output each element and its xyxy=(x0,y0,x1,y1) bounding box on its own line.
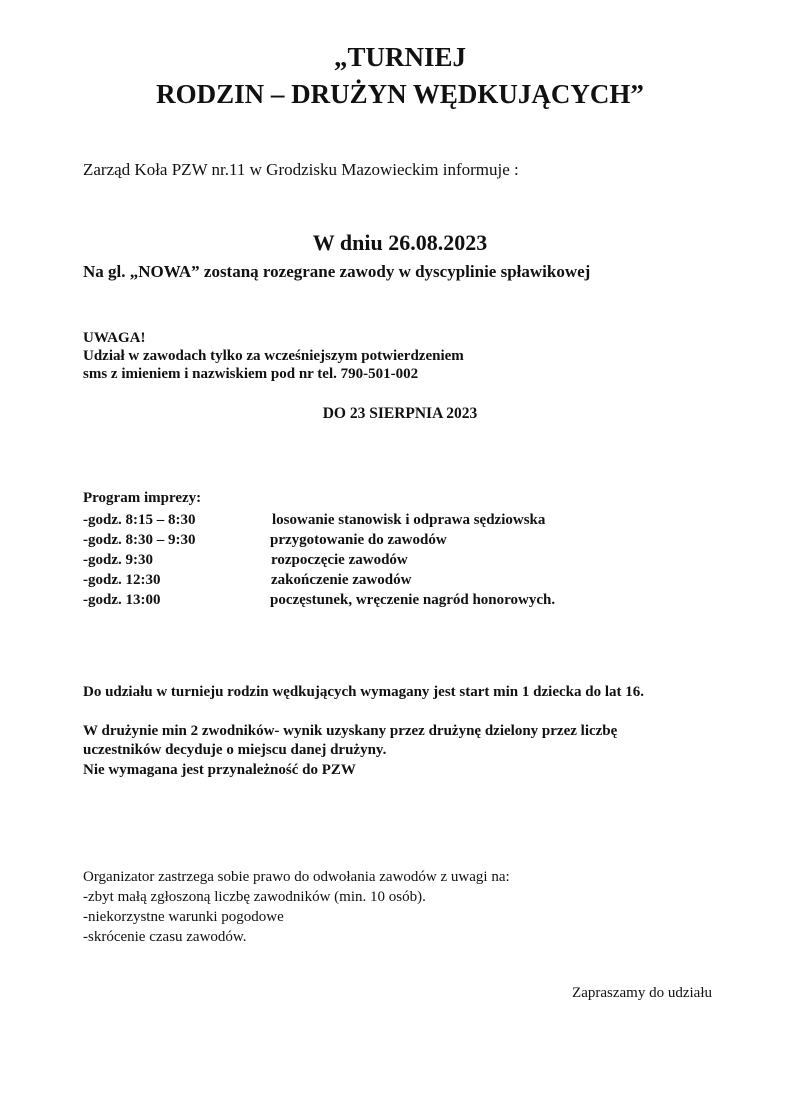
notice-line-1: Udział w zawodach tylko za wcześniejszym potwierdzeniem xyxy=(83,348,464,364)
program-time: -godz. 8:15 – 8:30 xyxy=(83,512,196,528)
program-time: -godz. 9:30 xyxy=(83,552,153,568)
cancellation-line-3: -niekorzystne warunki pogodowe xyxy=(83,909,284,925)
notice-line-2: sms z imieniem i nazwiskiem pod nr tel. 790-501-002 xyxy=(83,366,419,382)
program-time: -godz. 12:30 xyxy=(83,572,161,588)
registration-deadline: DO 23 SIERPNIA 2023 xyxy=(322,405,478,422)
event-date: W dniu 26.08.2023 xyxy=(312,230,488,255)
event-location: Na gl. „NOWA” zostaną rozegrane zawody w dyscyplinie spławikowej xyxy=(83,262,591,281)
program-desc: rozpoczęcie zawodów xyxy=(271,552,408,568)
title-line-1: „TURNIEJ xyxy=(333,42,467,72)
cancellation-line-1: Organizator zastrzega sobie prawo do odwołania zawodów z uwagi na: xyxy=(83,869,510,885)
closing-invitation: Zapraszamy do udziału xyxy=(572,985,712,1001)
program-time: -godz. 8:30 – 9:30 xyxy=(83,532,196,548)
notice-heading: UWAGA! xyxy=(83,330,146,346)
title-line-2: RODZIN – DRUŻYN WĘDKUJĄCYCH” xyxy=(156,79,644,109)
program-desc: losowanie stanowisk i odprawa sędziowska xyxy=(272,512,546,528)
rule-line-1: Do udziału w turnieju rodzin wędkujących wymagany jest start min 1 dziecka do lat 16. xyxy=(83,684,644,700)
program-heading: Program imprezy: xyxy=(83,490,202,506)
rule-line-4: Nie wymagana jest przynależność do PZW xyxy=(83,762,356,778)
program-desc: poczęstunek, wręczenie nagród honorowych. xyxy=(270,592,556,608)
cancellation-line-4: -skrócenie czasu zawodów. xyxy=(83,929,247,945)
rule-line-3: uczestników decyduje o miejscu danej drużyny. xyxy=(83,742,387,758)
program-time: -godz. 13:00 xyxy=(83,592,161,608)
intro-text: Zarząd Koła PZW nr.11 w Grodzisku Mazowieckim informuje : xyxy=(83,160,519,179)
program-desc: przygotowanie do zawodów xyxy=(270,532,447,548)
program-desc: zakończenie zawodów xyxy=(271,572,412,588)
cancellation-line-2: -zbyt małą zgłoszoną liczbę zawodników (min. 10 osób). xyxy=(83,889,426,905)
rule-line-2: W drużynie min 2 zwodników- wynik uzyskany przez drużynę dzielony przez liczbę xyxy=(83,723,618,739)
